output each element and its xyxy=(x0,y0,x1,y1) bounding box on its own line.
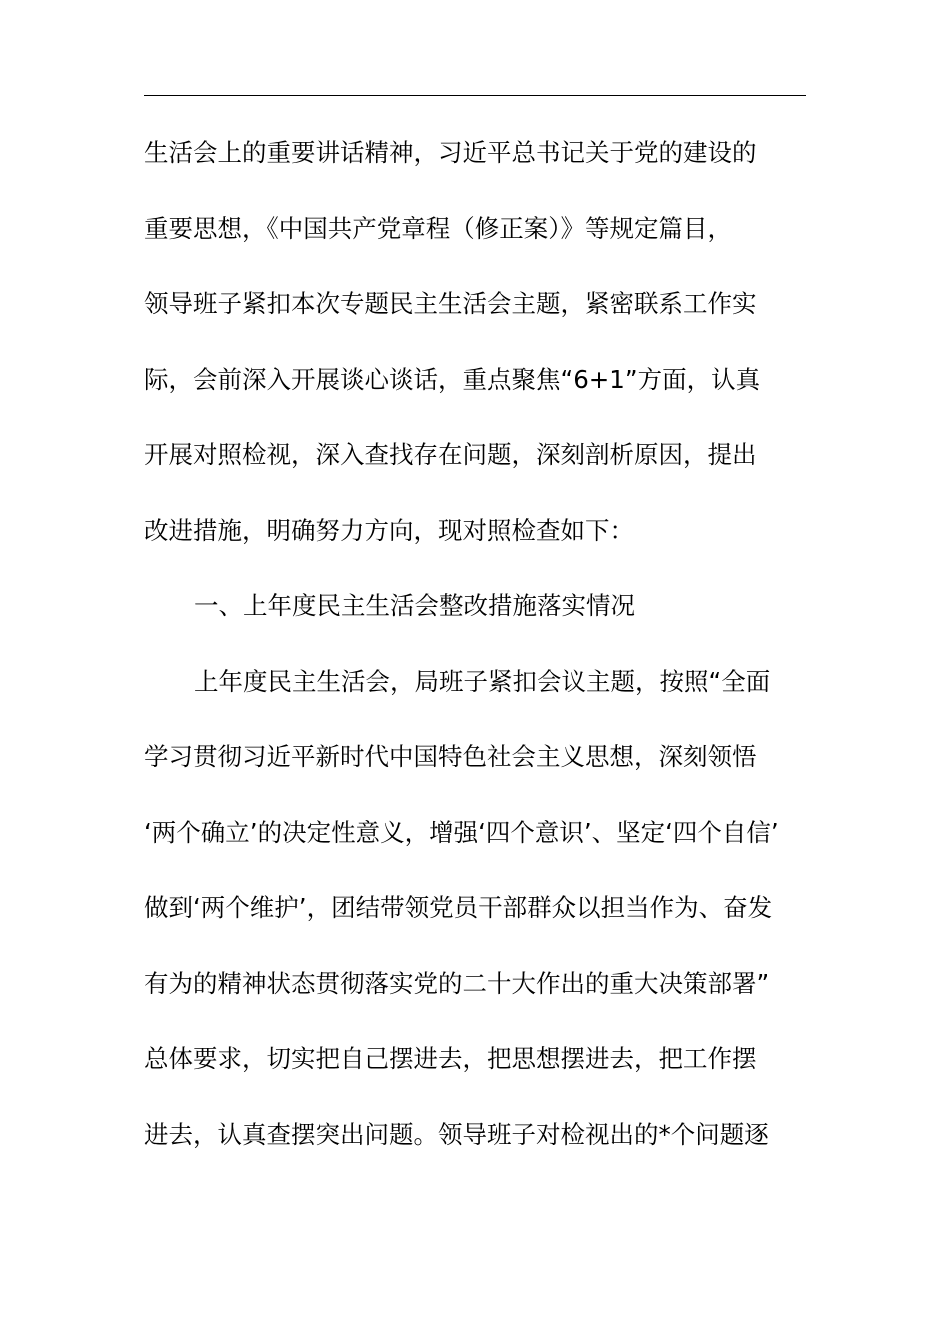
body-line: 改进措施，明确努力方向，现对照检查如下： xyxy=(144,515,634,545)
document-body xyxy=(144,126,806,1183)
paragraph-line: 进去，认真查摆突出问题。领导班子对检视出的*个问题逐 xyxy=(144,1119,769,1149)
section-heading: 一、上年度民主生活会整改措施落实情况 xyxy=(194,591,635,620)
header-rule xyxy=(144,95,806,96)
body-line: 领导班子紧扣本次专题民主生活会主题，紧密联系工作实 xyxy=(144,289,757,318)
body-line: 际，会前深入开展谈心谈话，重点聚焦“6+1”方面，认真 xyxy=(144,364,761,394)
body-line: 开展对照检视，深入查找存在问题，深刻剖析原因，提出 xyxy=(144,440,757,469)
paragraph-line: 上年度民主生活会，局班子紧扣会议主题，按照“全面 xyxy=(194,666,771,696)
body-line: 重要思想，《中国共产党章程（修正案）》等规定篇目， xyxy=(144,213,732,243)
paragraph-line: 有为的精神状态贯彻落实党的二十大作出的重大决策部署” xyxy=(144,968,770,998)
body-line: 生活会上的重要讲话精神，习近平总书记关于党的建设的 xyxy=(144,138,757,167)
paragraph-line: 总体要求，切实把自己摆进去，把思想摆进去，把工作摆 xyxy=(144,1044,757,1073)
paragraph-line: 学习贯彻习近平新时代中国特色社会主义思想，深刻领悟 xyxy=(144,742,757,771)
paragraph-line: 做到‘两个维护’，团结带领党员干部群众以担当作为、奋发 xyxy=(144,893,773,922)
paragraph-line: ‘两个确立’的决定性意义，增强‘四个意识’、坚定‘四个自信’ xyxy=(144,817,779,847)
